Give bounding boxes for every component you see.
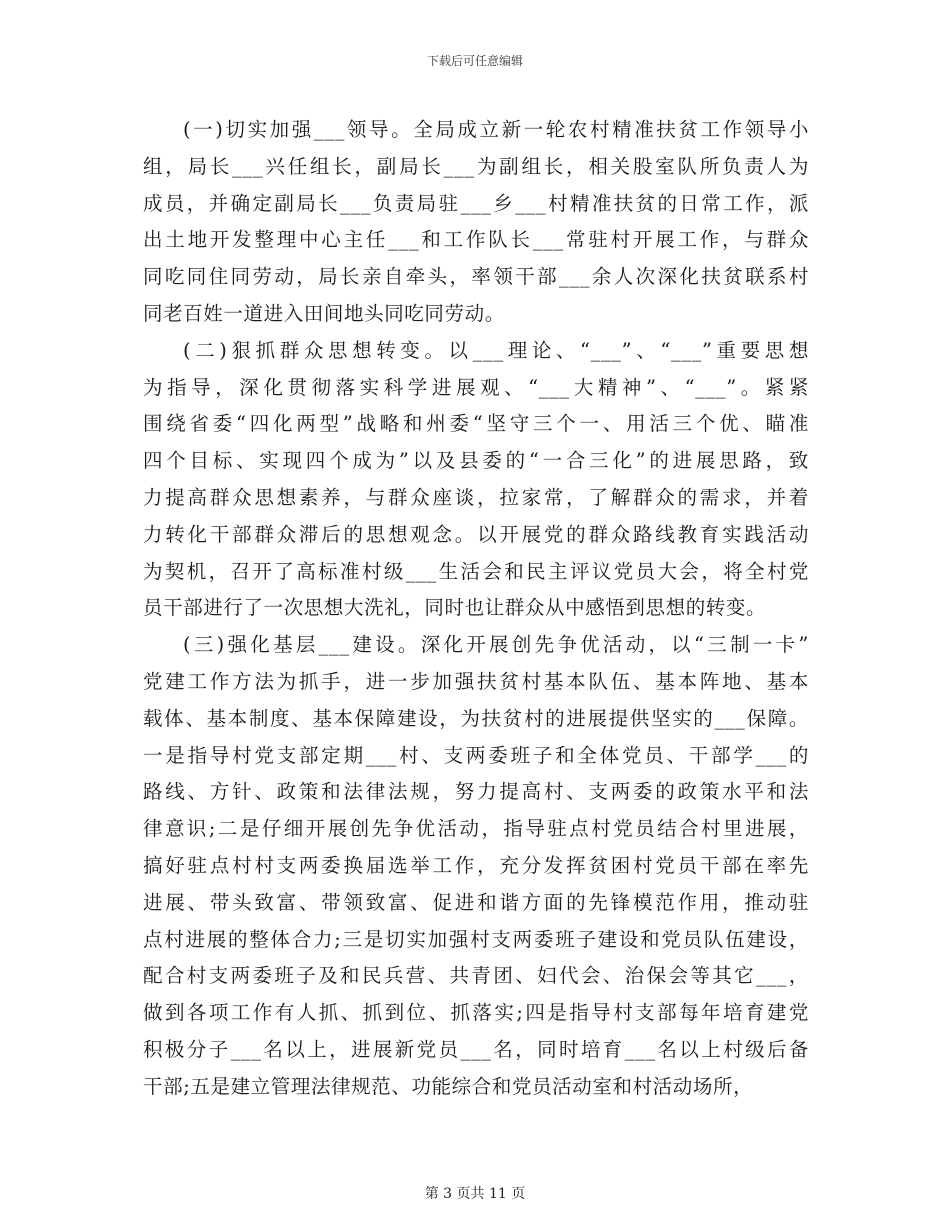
text-line: (三)强化基层___建设。深化开展创先争优活动，以“三制一卡”: [182, 633, 809, 657]
text-line: 为指导，深化贯彻落实科学进展观、“___大精神”、“___”。紧紧: [143, 375, 809, 399]
text-line: 同老百姓一道进入田间地头同吃同劳动。: [143, 301, 505, 325]
text-line: 员干部进行了一次思想大洗礼，同时也让群众从中感悟到思想的转变。: [143, 596, 767, 620]
page-footer: 第 3 页共 11 页: [424, 1186, 526, 1202]
paragraph-3: [143, 627, 809, 1105]
text-line: 配合村支两委班子及和民兵营、共青团、妇代会、治保会等其它___，: [143, 964, 809, 988]
text-line: 力提高群众思想素养，与群众座谈，拉家常，了解群众的需求，并着: [143, 485, 809, 509]
document-body: [143, 112, 809, 1106]
text-line: 干部;五是建立管理法律规范、功能综合和党员活动室和村活动场所，: [143, 1074, 754, 1098]
text-line: 一是指导村党支部定期___村、支两委班子和全体党员、干部学___的: [143, 743, 809, 767]
text-line: 组，局长___兴任组长，副局长___为副组长，相关股室队所负责人为: [143, 154, 809, 178]
text-line: 进展、带头致富、带领致富、促进和谐方面的先锋模范作用，推动驻: [143, 890, 809, 914]
text-line: 围绕省委“四化两型”战略和州委“坚守三个一、用活三个优、瞄准: [143, 412, 809, 436]
paragraph-1: [143, 112, 809, 333]
text-line: 同吃同住同劳动，局长亲自牵头，率领干部___余人次深化扶贫联系村: [143, 265, 809, 289]
text-line: 四个目标、实现四个成为”以及县委的“一合三化”的进展思路，致: [143, 449, 809, 473]
text-line: 做到各项工作有人抓、抓到位、抓落实;四是指导村支部每年培育建党: [143, 1001, 809, 1025]
text-line: 力转化干部群众滞后的思想观念。以开展党的群众路线教育实践活动: [143, 522, 809, 546]
page-header: 下载后可任意编辑: [426, 54, 523, 68]
text-line: 为契机，召开了高标准村级___生活会和民主评议党员大会，将全村党: [143, 559, 809, 583]
text-line: (一)切实加强___领导。全局成立新一轮农村精准扶贫工作领导小: [182, 118, 809, 141]
text-line: 载体、基本制度、基本保障建设，为扶贫村的进展提供坚实的___保障。: [143, 706, 809, 730]
text-line: 点村进展的整体合力;三是切实加强村支两委班子建设和党员队伍建设，: [143, 927, 809, 951]
text-line: 搞好驻点村村支两委换届选举工作，充分发挥贫困村党员干部在率先: [143, 853, 809, 877]
text-line: (二)狠抓群众思想转变。以___理论、“___”、“___”重要思想: [182, 338, 809, 362]
text-line: 律意识;二是仔细开展创先争优活动，指导驻点村党员结合村里进展，: [143, 817, 809, 841]
paragraph-2: [143, 333, 809, 627]
text-line: 成员，并确定副局长___负责局驻___乡___村精准扶贫的日常工作，派: [143, 191, 809, 215]
text-line: 积极分子___名以上，进展新党员___名，同时培育___名以上村级后备: [143, 1037, 809, 1061]
text-line: 党建工作方法为抓手，进一步加强扶贫村基本队伍、基本阵地、基本: [143, 669, 809, 693]
text-line: 出土地开发整理中心主任___和工作队长___常驻村开展工作，与群众: [143, 228, 809, 252]
text-line: 路线、方针、政策和法律法规，努力提高村、支两委的政策水平和法: [143, 780, 809, 804]
